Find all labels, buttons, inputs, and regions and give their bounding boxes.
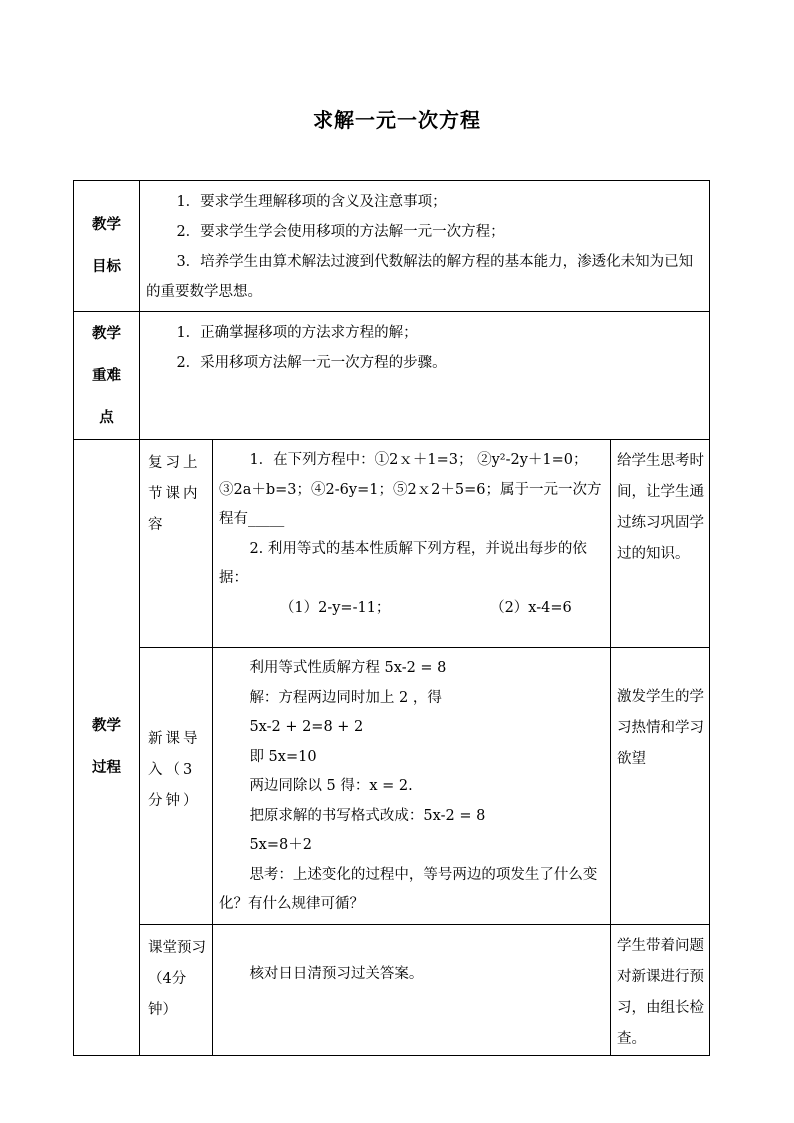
- preview-content: [213, 924, 611, 1055]
- review-question-2: 2. 利用等式的基本性质解下列方程，并说出每步的依据：: [219, 540, 587, 586]
- intro-label: 新课导入（3分钟）: [140, 648, 213, 925]
- lesson-plan-table: [73, 180, 710, 1056]
- equation-1: （1）2-y=-11；: [279, 599, 391, 616]
- goals-row: [74, 181, 710, 312]
- preview-label: 课堂预习（4分钟）: [140, 924, 213, 1055]
- intro-line: 把原求解的书写格式改成：5x-2 = 8: [249, 807, 486, 824]
- preview-text: 核对日日清预习过关答案。: [249, 965, 424, 982]
- process-header: 教学 过程: [74, 440, 140, 1056]
- key-points-content: [140, 312, 710, 440]
- intro-line: 解：方程两边同时加上 2 ，得: [249, 689, 442, 706]
- goals-header: 教学 目标: [74, 181, 140, 312]
- goal-item: 3．培养学生由算术解法过渡到代数解法的解方程的基本能力，渗透化未知为已知的重要数学思想。: [146, 254, 694, 300]
- intro-note: 激发学生的学习热情和学习欲望: [611, 648, 710, 925]
- review-content: [213, 440, 611, 648]
- preview-row: [74, 924, 710, 1055]
- review-note: 给学生思考时间，让学生通过练习巩固学过的知识。: [611, 440, 710, 648]
- intro-content: [213, 648, 611, 925]
- review-question-1: 1．在下列方程中：①2ｘ＋1=3； ②y²-2y＋1=0；③2a＋b=3；④2-6y=1；⑤2ｘ2＋5=6；属于一元一次方程有_____: [219, 452, 602, 527]
- intro-line: 5x=8＋2: [249, 837, 312, 853]
- intro-line: 两边同除以 5 得：x = 2.: [249, 778, 413, 794]
- review-label: 复习上节课内容: [140, 440, 213, 648]
- goal-item: 2．要求学生学会使用移项的方法解一元一次方程；: [176, 224, 505, 240]
- preview-note: 学生带着问题对新课进行预习，由组长检查。: [611, 924, 710, 1055]
- key-points-header: 教学 重难 点: [74, 312, 140, 440]
- goals-content: [140, 181, 710, 312]
- page-title: 求解一元一次方程: [313, 108, 481, 132]
- goal-item: 1．要求学生理解移项的含义及注意事项；: [176, 194, 447, 210]
- equation-2: （2）x-4=6: [490, 599, 572, 616]
- intro-row: [74, 648, 710, 925]
- review-row: [74, 440, 710, 648]
- intro-line: 利用等式性质解方程 5x-2 = 8: [249, 660, 447, 676]
- key-points-row: [74, 312, 710, 440]
- intro-line: 思考：上述变化的过程中，等号两边的项发生了什么变化？有什么规律可循？: [219, 866, 598, 912]
- intro-line: 即 5x=10: [249, 748, 317, 765]
- key-point-item: 2．采用移项方法解一元一次方程的步骤。: [176, 355, 447, 371]
- review-equations: [219, 594, 606, 624]
- key-point-item: 1．正确掌握移项的方法求方程的解；: [176, 325, 418, 341]
- intro-line: 5x-2 + 2=8 + 2: [249, 719, 364, 735]
